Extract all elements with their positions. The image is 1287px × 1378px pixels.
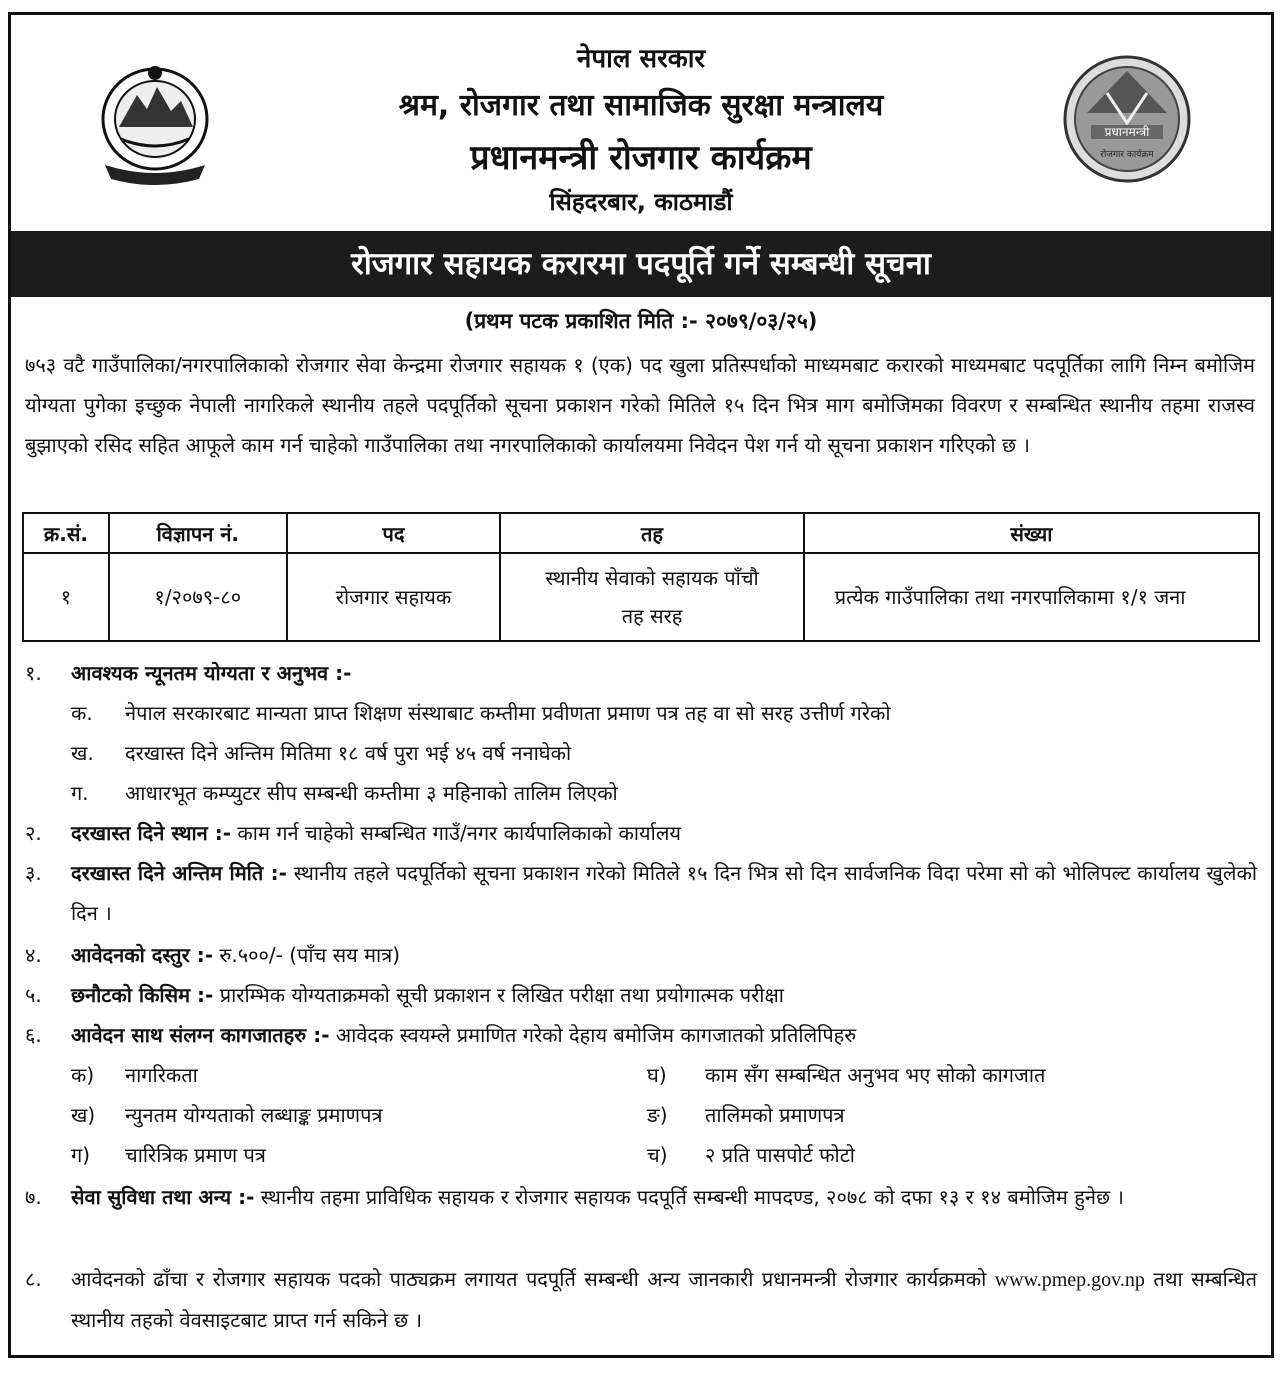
cell-serial: १ — [23, 553, 109, 641]
section-title: आवश्यक न्यूनतम योग्यता र अनुभव :- — [71, 661, 352, 685]
section-text: आवेदक स्वयम्ले प्रमाणित गरेको देहाय बमोजिम कागजातको प्रतिलिपिहरु — [335, 1023, 857, 1047]
col-post: पद — [287, 513, 501, 553]
section-title: दरखास्त दिने स्थान :- — [71, 821, 232, 845]
section-text: काम गर्न चाहेको सम्बन्धित गाउँ/नगर कार्यपालिकाको कार्यालय — [237, 821, 681, 845]
item-marker: ख) — [71, 1103, 96, 1127]
section-selection — [25, 975, 1257, 1015]
item-marker: ग) — [71, 1143, 91, 1167]
published-date: (प्रथम पटक प्रकाशित मिति :- २०७९/०३/२५) — [464, 309, 818, 333]
col-ad-number: विज्ञापन नं. — [109, 513, 287, 553]
section-text: रु.५००/- (पाँच सय मात्र) — [219, 943, 401, 967]
item-marker: क) — [71, 1063, 95, 1087]
notice-title: रोजगार सहायक करारमा पदपूर्ति गर्ने सम्बन्धी सूचना — [11, 231, 1271, 297]
item-marker: घ) — [647, 1063, 667, 1087]
pmep-logo-text: प्रधानमन्त्री — [1104, 125, 1150, 139]
list-item: नेपाल सरकारबाट मान्यता प्राप्त शिक्षण संस्थाबाट कम्तीमा प्रवीणता प्रमाण पत्र तह वा सो सरह उत्तीर्ण गरेको — [125, 701, 891, 725]
section-more-info — [25, 1259, 1257, 1339]
item-marker: क. — [71, 701, 93, 725]
section-fee — [25, 935, 1257, 975]
col-level: तह — [500, 513, 803, 553]
section-number: ८. — [25, 1267, 42, 1291]
list-item: आधारभूत कम्प्युटर सीप सम्बन्धी कम्तीमा ३ महिनाको तालिम लिएको — [125, 781, 618, 805]
table-row — [23, 553, 1259, 641]
list-item: न्युनतम योग्यताको लब्धाङ्क प्रमाणपत्र — [125, 1103, 383, 1127]
section-title: सेवा सुविधा तथा अन्य :- — [71, 1185, 255, 1209]
section-title: दरखास्त दिने अन्तिम मिति :- — [71, 861, 287, 885]
section-qualification — [25, 653, 1257, 813]
list-item: तालिमको प्रमाणपत्र — [705, 1103, 845, 1127]
section-documents — [25, 1015, 1257, 1175]
col-count: संख्या — [804, 513, 1259, 553]
section-title: आवेदन साथ संलग्न कागजातहरु :- — [71, 1023, 330, 1047]
section-number: ३. — [25, 861, 42, 885]
list-item: दरखास्त दिने अन्तिम मितिमा १८ वर्ष पुरा भई ४५ वर्ष ननाघेको — [125, 741, 572, 765]
section-text: स्थानीय तहमा प्राविधिक सहायक र रोजगार सहायक पदपूर्ति सम्बन्धी मापदण्ड, २०७८ को दफा १३ र १४ बमोजिम हुनेछ । — [260, 1185, 1124, 1209]
vacancy-table — [22, 512, 1260, 642]
section-text: स्थानीय तहले पदपूर्तिको सूचना प्रकाशन गरेको मितिले १५ दिन भित्र सो दिन सार्वजनिक विदा परेमा सो को भोलिपल्ट कार्यालय खुलेको दिन । — [71, 861, 1257, 925]
list-item: २ प्रति पासपोर्ट फोटो — [705, 1143, 855, 1167]
section-number: ५. — [25, 983, 42, 1007]
header-program: प्रधानमन्त्री रोजगार कार्यक्रम — [470, 138, 812, 178]
section-number: १. — [25, 661, 42, 685]
website-link[interactable]: www.pmep.gov.np — [994, 1269, 1145, 1291]
header-government: नेपाल सरकार — [576, 44, 706, 74]
list-item: नागरिकता — [125, 1063, 198, 1087]
section-title: छनौटको किसिम :- — [71, 983, 214, 1007]
cell-ad-number: १/२०७९-८० — [109, 553, 287, 641]
section-number: ४. — [25, 943, 42, 967]
section-text: आवेदनको ढाँचा र रोजगार सहायक पदको पाठ्यक्रम लगायत पदपूर्ति सम्बन्धी अन्य जानकारी प्रधानमन्त्री रोजगार कार्यक्रमको — [71, 1267, 987, 1291]
section-text: प्रारम्भिक योग्यताक्रमको सूची प्रकाशन र लिखित परीक्षा तथा प्रयोगात्मक परीक्षा — [219, 983, 784, 1007]
intro-paragraph: ७५३ वटै गाउँपालिका/नगरपालिकाको रोजगार सेवा केन्द्रमा रोजगार सहायक १ (एक) पद खुला प्रतिस्पर्धाको माध्यमबाट करारको माध्यमबाट पदपूर्तिका लागि निम्न बमोजिम योग्यता पुगेका इच्छुक नेपाली नागरिकले स्थानीय तहले पदपूर्तिको सूचना प्रकाशन गरेको मितिले १५ दिन भित्र माग बमोजिमका विवरण र सम्बन्धित स्थानीय तहमा राजस्व बुझाएको रसिद सहित आफूले काम गर्न चाहेको गाउँपालिका तथा नगरपालिकाको कार्यालयमा निवेदन पेश गर्न यो सूचना प्रकाशन गरिएको छ । — [25, 353, 1255, 457]
section-title: आवेदनको दस्तुर :- — [71, 943, 214, 967]
section-number: ६. — [25, 1023, 42, 1047]
item-marker: ग. — [71, 781, 89, 805]
item-marker: ङ) — [647, 1103, 668, 1127]
pmep-logo-subtext: रोजगार कार्यक्रम — [1100, 150, 1154, 160]
section-application-place — [25, 813, 1257, 853]
cell-post: रोजगार सहायक — [287, 553, 501, 641]
list-item: काम सँग सम्बन्धित अनुभव भए सोको कागजात — [705, 1063, 1046, 1087]
table-header-row — [23, 513, 1259, 553]
col-serial: क्र.सं. — [23, 513, 109, 553]
section-text: तथा सम्बन्धित स्थानीय तहको वेवसाइटबाट प्राप्त गर्न सकिने छ । — [71, 1267, 1258, 1332]
cell-count: प्रत्येक गाउँपालिका तथा नगरपालिकामा १/१ जना — [804, 553, 1259, 641]
section-number: ७. — [25, 1185, 42, 1209]
list-item: चारित्रिक प्रमाण पत्र — [125, 1143, 266, 1167]
notice-frame — [8, 12, 1274, 1358]
item-marker: च) — [647, 1143, 668, 1167]
header-address: सिंहदरबार, काठमाडौं — [549, 188, 733, 216]
item-marker: ख. — [71, 741, 94, 765]
header-ministry: श्रम, रोजगार तथा सामाजिक सुरक्षा मन्त्रालय — [398, 88, 884, 123]
section-deadline — [25, 853, 1257, 933]
cell-level: स्थानीय सेवाको सहायक पाँचौ तह सरह — [500, 553, 803, 641]
section-benefits — [25, 1177, 1257, 1257]
section-number: २. — [25, 821, 42, 845]
